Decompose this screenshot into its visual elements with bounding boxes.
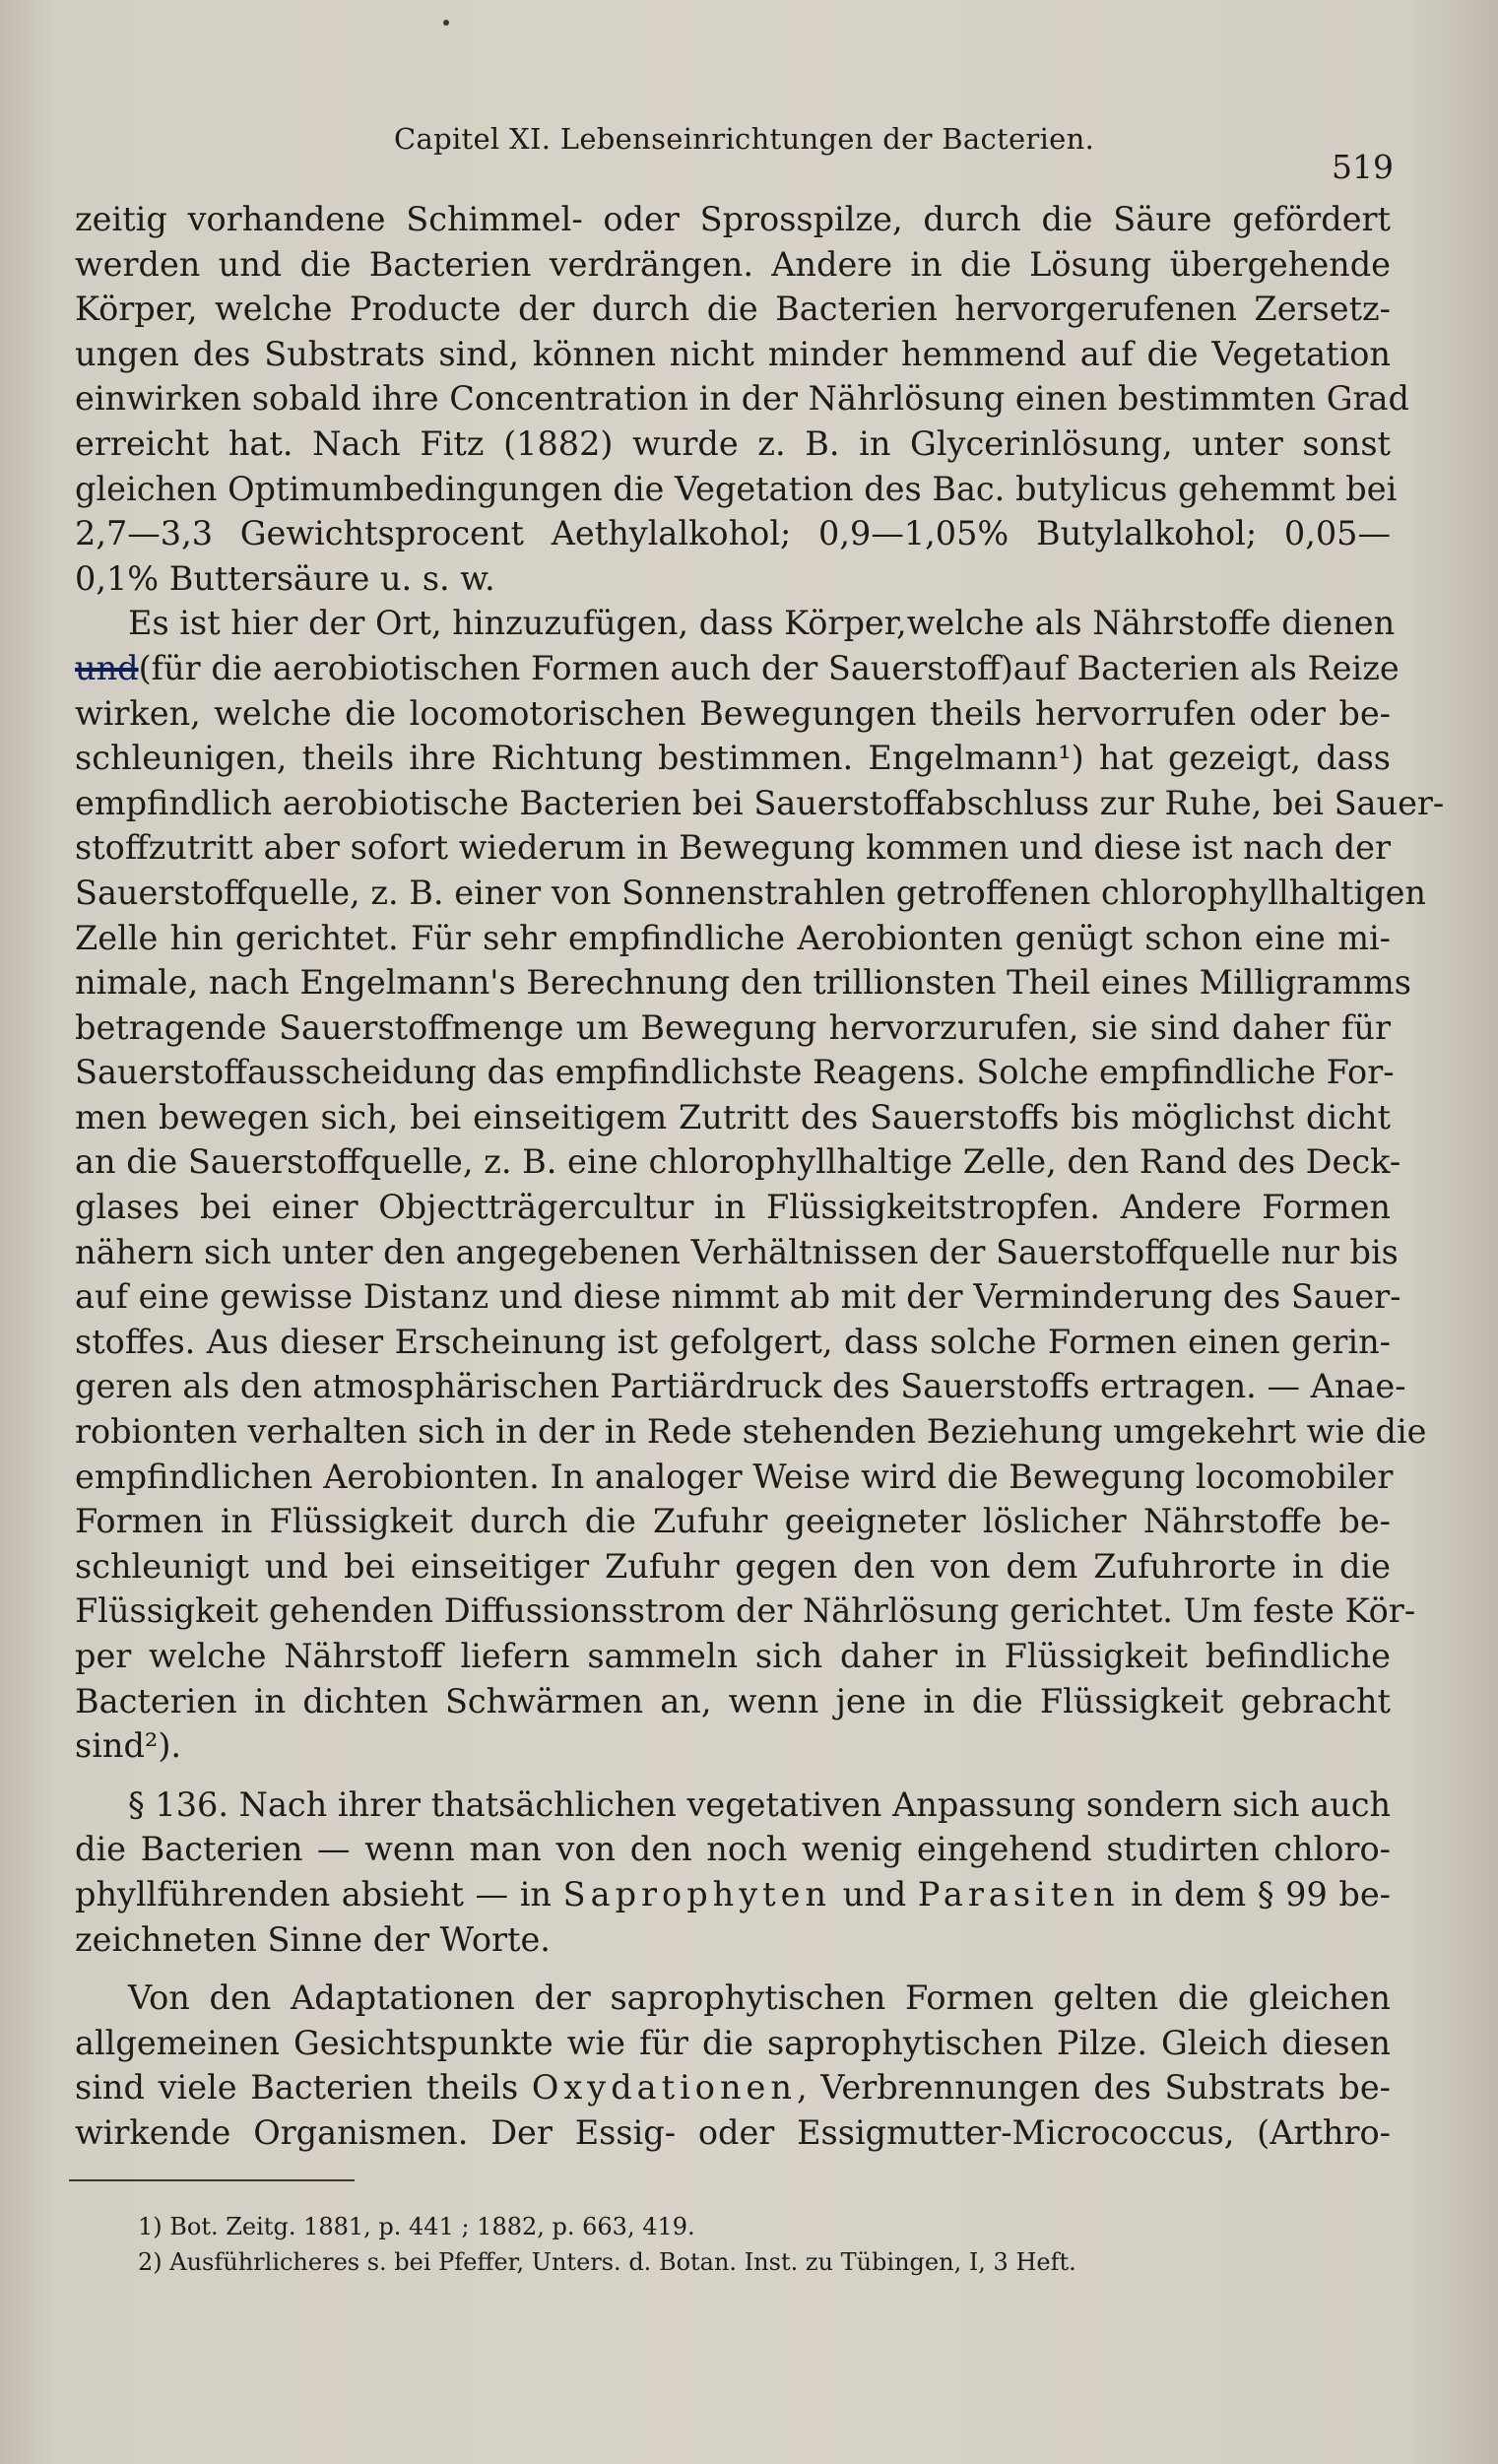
text-line: die Bacterien — wenn man von den noch wenig eingehend studirten chloro-: [75, 1830, 1391, 1869]
body-text: [75, 197, 1445, 2156]
text-line: sind²).: [75, 1726, 182, 1766]
text-line: ungen des Substrats sind, können nicht minder hemmend auf die Vegetation: [75, 334, 1391, 373]
text-line: 2,7—3,3 Gewichtsprocent Aethylalkohol; 0,9—1,05% Butylalkohol; 0,05—: [75, 514, 1391, 553]
text-line: Zelle hin gerichtet. Für sehr empfindliche Aerobionten genügt schon eine mi-: [75, 918, 1391, 957]
text-line: empfindlich aerobiotische Bacterien bei Sauerstoffabschluss zur Ruhe, bei Sauer-: [75, 783, 1445, 822]
running-title: Capitel XI. Lebenseinrichtungen der Bacterien.: [394, 122, 1095, 156]
text-line: nimale, nach Engelmann's Berechnung den trillionsten Theil eines Milligramms: [75, 963, 1411, 1003]
text-line: betragende Sauerstoffmenge um Bewegung hervorzurufen, sie sind daher für: [75, 1007, 1391, 1047]
text-run: sind viele Bacterien theils: [75, 2068, 532, 2107]
paragraph-2: [75, 601, 1445, 1768]
text-line: wirken, welche die locomotorischen Bewegungen theils hervorrufen oder be-: [75, 693, 1391, 733]
text-line: geren als den atmosphärischen Partiärdruck des Sauerstoffs ertragen. — Anae-: [75, 1367, 1406, 1406]
text-line: glases bei einer Objectträgercultur in Flüssigkeitstropfen. Andere Formen: [75, 1188, 1391, 1227]
text-line: § 136. Nach ihrer thatsächlichen vegetativen Anpassung sondern sich auch: [128, 1784, 1392, 1824]
paragraph-3: [75, 1783, 1391, 1962]
text-line: Flüssigkeit gehenden Diffussionsstrom der Nährlösung gerichtet. Um feste Kör-: [75, 1591, 1416, 1631]
page-header: [0, 118, 1498, 186]
text-line: Sauerstoffquelle, z. B. einer von Sonnenstrahlen getroffenen chlorophyllhaltigen: [75, 873, 1427, 912]
spaced-term-parasiten: Parasiten: [917, 1874, 1120, 1913]
paragraph-1: [75, 197, 1409, 601]
text-run: phyllführenden absieht — in: [75, 1874, 563, 1913]
text-line: Es ist hier der Ort, hinzuzufügen, dass Körper,welche als Nährstoffe dienen: [128, 604, 1396, 643]
text-line: Von den Adaptationen der saprophytischen Formen gelten die gleichen: [128, 1978, 1391, 2018]
text-line: schleunigt und bei einseitiger Zufuhr gegen den von dem Zufuhrorte in die: [75, 1546, 1391, 1586]
footnote-rule: [69, 2179, 355, 2181]
text-line: Bacterien in dichten Schwärmen an, wenn jene in die Flüssigkeit gebracht: [75, 1681, 1391, 1720]
text-line: men bewegen sich, bei einseitigem Zutritt des Sauerstoffs bis möglichst dicht: [75, 1097, 1391, 1136]
text-line: per welche Nährstoff liefern sammeln sich daher in Flüssigkeit befindliche: [75, 1637, 1391, 1675]
text-line: stoffes. Aus dieser Erscheinung ist gefolgert, dass solche Formen einen gerin-: [75, 1322, 1391, 1361]
paragraph-spacer: [75, 1962, 1391, 1976]
text-line: robionten verhalten sich in der in Rede stehenden Beziehung umgekehrt wie die: [75, 1412, 1427, 1452]
text-line: schleunigen, theils ihre Richtung bestimmen. Engelmann¹) hat gezeigt, dass: [75, 739, 1391, 778]
paragraph-spacer: [75, 1769, 1391, 1783]
text-line: auf eine gewisse Distanz und diese nimmt ab mit der Verminderung des Sauer-: [75, 1277, 1401, 1317]
footnotes: [138, 2209, 1320, 2280]
text-line: allgemeinen Gesichtspunkte wie für die saprophytischen Pilze. Gleich diesen: [75, 2023, 1391, 2062]
text-line: stoffzutritt aber sofort wiederum in Bewegung kommen und diese ist nach der: [75, 828, 1391, 868]
text-line: Formen in Flüssigkeit durch die Zufuhr geeigneter löslicher Nährstoffe be-: [75, 1502, 1391, 1541]
text-line-spaced: [75, 2065, 1391, 2110]
text-line: werden und die Bacterien verdrängen. Andere in die Lösung übergehende: [75, 244, 1391, 284]
text-line-spaced: [75, 1872, 1391, 1917]
text-run: , Verbrennungen des Substrats be-: [796, 2068, 1391, 2107]
text-line: nähern sich unter den angegebenen Verhältnissen der Sauerstoffquelle nur bis: [75, 1232, 1399, 1271]
text-run: und: [831, 1874, 918, 1913]
text-line: 0,1% Buttersäure u. s. w.: [75, 558, 495, 598]
text-line: Sauerstoffausscheidung das empfindlichste Reagens. Solche empfindliche For-: [75, 1053, 1395, 1092]
text-run: in dem § 99 be-: [1119, 1874, 1391, 1913]
struck-word-annotation: und: [75, 648, 139, 687]
text-line: erreicht hat. Nach Fitz (1882) wurde z. B. in Glycerinlösung, unter sonst: [75, 423, 1391, 463]
text-run: (für die aerobiotischen Formen auch der Sauerstoff)auf Bacterien als Reize: [138, 648, 1400, 687]
paragraph-4: [75, 1976, 1391, 2155]
page-number: 519: [1332, 148, 1394, 186]
footnote-2: 2) Ausführlicheres s. bei Pfeffer, Unters. d. Botan. Inst. zu Tübingen, I, 3 Heft.: [138, 2248, 1076, 2276]
print-speck: [443, 20, 449, 26]
text-line: wirkende Organismen. Der Essig- oder Essigmutter-Micrococcus, (Arthro-: [75, 2112, 1391, 2152]
footnote-1: 1) Bot. Zeitg. 1881, p. 441 ; 1882, p. 663, 419.: [138, 2213, 695, 2240]
text-line: an die Sauerstoffquelle, z. B. eine chlorophyllhaltige Zelle, den Rand des Deck-: [75, 1142, 1401, 1182]
text-line: gleichen Optimumbedingungen die Vegetation des Bac. butylicus gehemmt bei: [75, 469, 1398, 508]
text-line-annotated: [75, 646, 1400, 691]
text-line: zeichneten Sinne der Worte.: [75, 1919, 551, 1959]
spaced-term-oxydationen: Oxydationen: [531, 2068, 797, 2107]
text-line: Körper, welche Producte der durch die Bacterien hervorgerufenen Zersetz-: [75, 290, 1391, 329]
spaced-term-saprophyten: Saprophyten: [562, 1874, 831, 1913]
text-line: empfindlichen Aerobionten. In analoger Weise wird die Bewegung locomobiler: [75, 1457, 1394, 1496]
text-line: einwirken sobald ihre Concentration in der Nährlösung einen bestimmten Grad: [75, 379, 1409, 419]
text-line: zeitig vorhandene Schimmel- oder Sprosspilze, durch die Säure gefördert: [75, 200, 1391, 238]
